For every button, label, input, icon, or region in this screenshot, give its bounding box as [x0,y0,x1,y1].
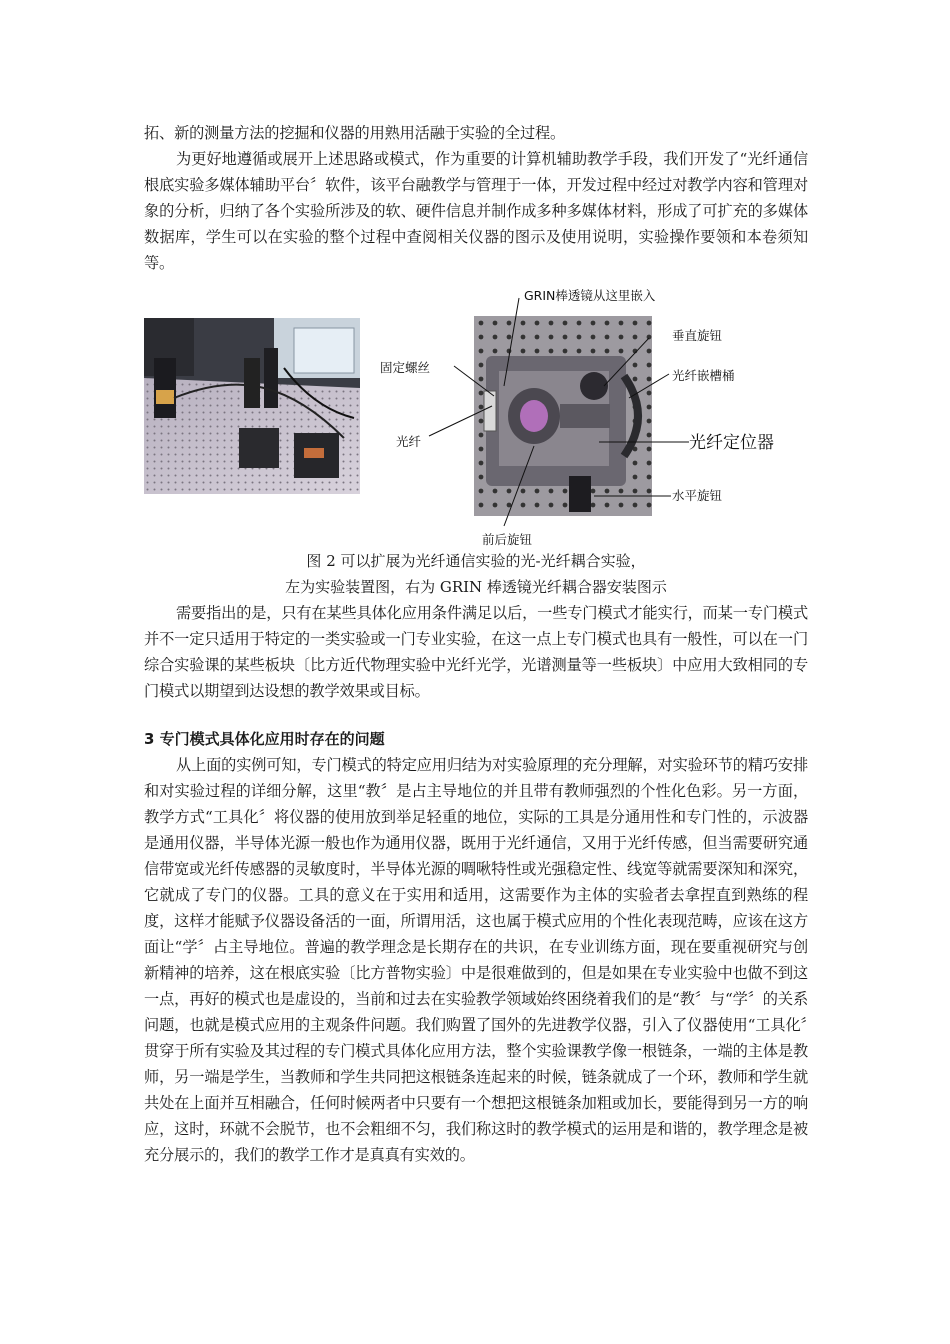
label-fiber-positioner: 光纤定位器 [689,433,774,453]
label-vertical-knob: 垂直旋钮 [672,328,723,343]
label-grin-lens: GRIN棒透镜从这里嵌入 [524,288,656,303]
paragraph-software-platform: 为更好地遵循或展开上述思路或模式，作为重要的计算机辅助教学手段，我们开发了“光纤通信根底实验多媒体辅助平台〞软件，该平台融教学与管理于一体，开发过程中经过对教学内容和管理对象的分析，归纳了各个实验所涉及的软、硬件信息并制作成多种多媒体材料，形成了可扩充的多媒体数据库，学生可以在实验的整个过程中查阅相关仪器的图示及使用说明，实验操作要领和本卷须知等。 [144,150,808,272]
label-fixing-screw: 固定螺丝 [380,360,431,375]
label-fiber-slot: 光纤嵌槽桶 [672,368,735,383]
figure-caption-line-1: 图 2 可以扩展为光纤通信实验的光-光纤耦合实验， [306,552,646,570]
label-horizontal-knob: 水平旋钮 [672,488,723,503]
label-fiber: 光纤 [396,434,422,449]
paragraph-problems: 从上面的实例可知，专门模式的特定应用归结为对实验原理的充分理解，对实验环节的精巧安排和对实验过程的详细分解，这里“教〞是占主导地位的并且带有教师强烈的个性化色彩。另一方面，教学方式“工具化〞将仪器的使用放到举足轻重的地位，实际的工具是分通用性和专门性的，示波器是通用仪器，半导体光源一般也作为通用仪器，既用于光纤通信，又用于光纤传感，但当需要研究通信带宽或光纤传感器的灵敏度时，半导体光源的啁啾特性或光强稳定性、线宽等就需要深知和深究，它就成了专门的仪器。工具的意义在于实用和适用，这需要作为主体的实验者去拿捏直到熟练的程度，这样才能赋予仪器设备活的一面，所谓用活，这也属于模式应用的个性化表现范畴，应该在这方面让“学〞占主导地位。普遍的教学理念是长期存在的共识，在专业训练方面，现在要重视研究与创新精神的培养，这在根底实验〔比方普物实验〕中是很难做到的，但是如果在专业实验中也做不到这一点，再好的模式也是虚设的，当前和过去在实验教学领域始终困绕着我们的是“教〞与“学〞的关系问题，也就是模式应用的主观条件问题。我们购置了国外的先进教学仪器，引入了仪器使用“工具化〞贯穿于所有实验及其过程的专门模式具体化应用方法，整个实验课教学像一根链条，一端的主体是教师，另一端是学生，当教师和学生共同把这根链条连起来的时候，链条就成了一个环，教师和学生就共处在上面并互相融合，任何时候两者中只要有一个想把这根链条加粗或加长，要能得到另一方的响应，这时，环就不会脱节，也不会粗细不匀，我们称这时的教学模式的运用是和谐的，教学理念是被充分展示的，我们的教学工作才是真真有实效的。 [144,756,808,1164]
label-front-back-knob: 前后旋钮 [482,532,533,547]
figure-2 [144,286,808,548]
paragraph-special-mode: 需要指出的是，只有在某些具体化应用条件满足以后，一些专门模式才能实行，而某一专门模式并不一定只适用于特定的一类实验或一门专业实验，在这一点上专门模式也具有一般性，可以在一门综合实验课的某些板块〔比方近代物理实验中光纤光学，光谱测量等一些板块〕中应用大致相同的专门模式以期望到达设想的教学效果或目标。 [144,604,808,700]
paragraph-continuation: 拓、新的测量方法的挖掘和仪器的用熟用活融于实验的全过程。 [144,124,566,142]
section-heading-3: 3 专门模式具体化应用时存在的问题 [144,730,385,748]
document-page [144,120,808,1168]
figure-caption-line-2: 左为实验装置图，右为 GRIN 棒透镜光纤耦合器安装图示 [285,578,667,596]
